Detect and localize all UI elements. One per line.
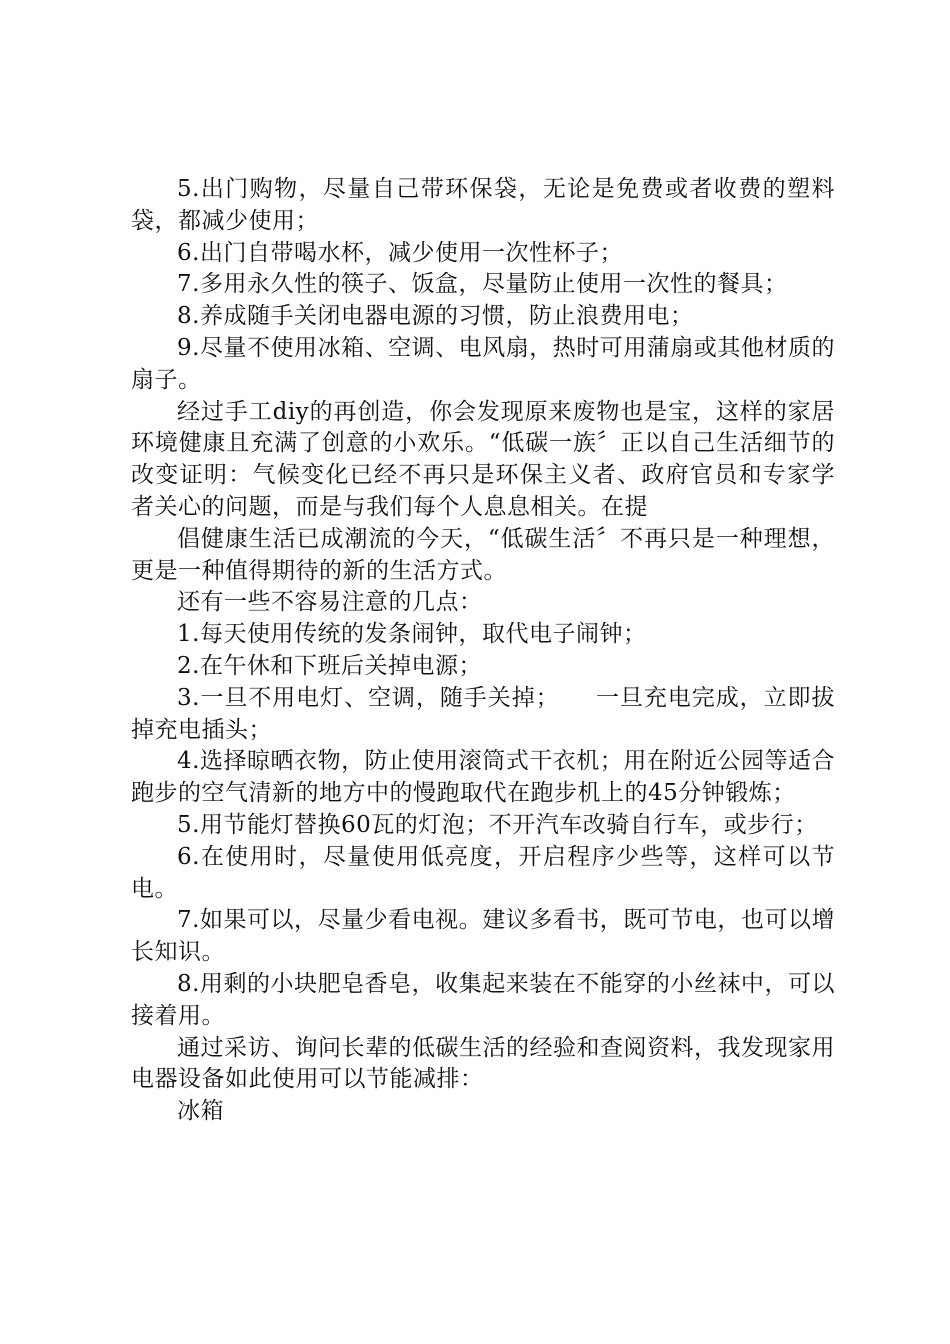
paragraph-refrigerator-heading: 冰箱: [177, 1098, 224, 1125]
paragraph-healthy-life: 倡健康生活已成潮流的今天，“低碳生活〞不再只是一种理想，更是一种值得期待的新的生活方式。: [131, 525, 835, 584]
paragraph-tip-7-television: 7.如果可以，尽量少看电视。建议多看书，既可节电，也可以增长知识。: [131, 907, 835, 966]
paragraph-tip-3-lights: 3.一旦不用电灯、空调，随手关掉； 一旦充电完成，立即拔掉充电插头；: [131, 684, 835, 743]
paragraph-tip-1-alarm-clock: 1.每天使用传统的发条闹钟，取代电子闹钟；: [177, 621, 647, 648]
paragraph-tip-6-brightness: 6.在使用时，尽量使用低亮度，开启程序少些等，这样可以节电。: [131, 843, 835, 902]
paragraph-diy-low-carbon: 经过手工diy的再创造，你会发现原来废物也是宝，这样的家居环境健康且充满了创意的小欢乐。“低碳一族〞正以自己生活细节的改变证明：气候变化已经不再只是环保主义者、政府官员和专家学者关心的问题，而是与我们每个人息息相关。在提: [131, 398, 835, 520]
paragraph-appliance-intro: 通过采访、询问长辈的低碳生活的经验和查阅资料，我发现家用电器设备如此使用可以节能减排：: [131, 1034, 835, 1093]
paragraph-item-6-water-cup: 6.出门自带喝水杯，减少使用一次性杯子；: [177, 239, 623, 266]
paragraph-tip-4-drying: 4.选择晾晒衣物，防止使用滚筒式干衣机；用在附近公园等适合跑步的空气清新的地方中的慢跑取代在跑步机上的45分钟锻炼；: [131, 748, 835, 807]
paragraph-item-7-chopsticks: 7.多用永久性的筷子、饭盒，尽量防止使用一次性的餐具；: [177, 271, 788, 298]
paragraph-tip-2-power-off: 2.在午休和下班后关掉电源；: [177, 652, 482, 679]
document-page: [131, 174, 835, 1128]
paragraph-item-9-fans: 9.尽量不使用冰箱、空调、电风扇，热时可用蒲扇或其他材质的扇子。: [131, 334, 835, 393]
paragraph-item-8-switch-off: 8.养成随手关闭电器电源的习惯，防止浪费用电；: [177, 303, 694, 330]
paragraph-tip-5-bulbs: 5.用节能灯替换60瓦的灯泡；不开汽车改骑自行车，或步行；: [177, 811, 818, 838]
paragraph-item-5-shopping-bags: 5.出门购物，尽量自己带环保袋，无论是免费或者收费的塑料袋，都减少使用；: [131, 176, 835, 234]
paragraph-tip-8-soap: 8.用剩的小块肥皂香皂，收集起来装在不能穿的小丝袜中，可以接着用。: [131, 970, 835, 1029]
paragraph-more-tips-heading: 还有一些不容易注意的几点：: [177, 589, 483, 616]
